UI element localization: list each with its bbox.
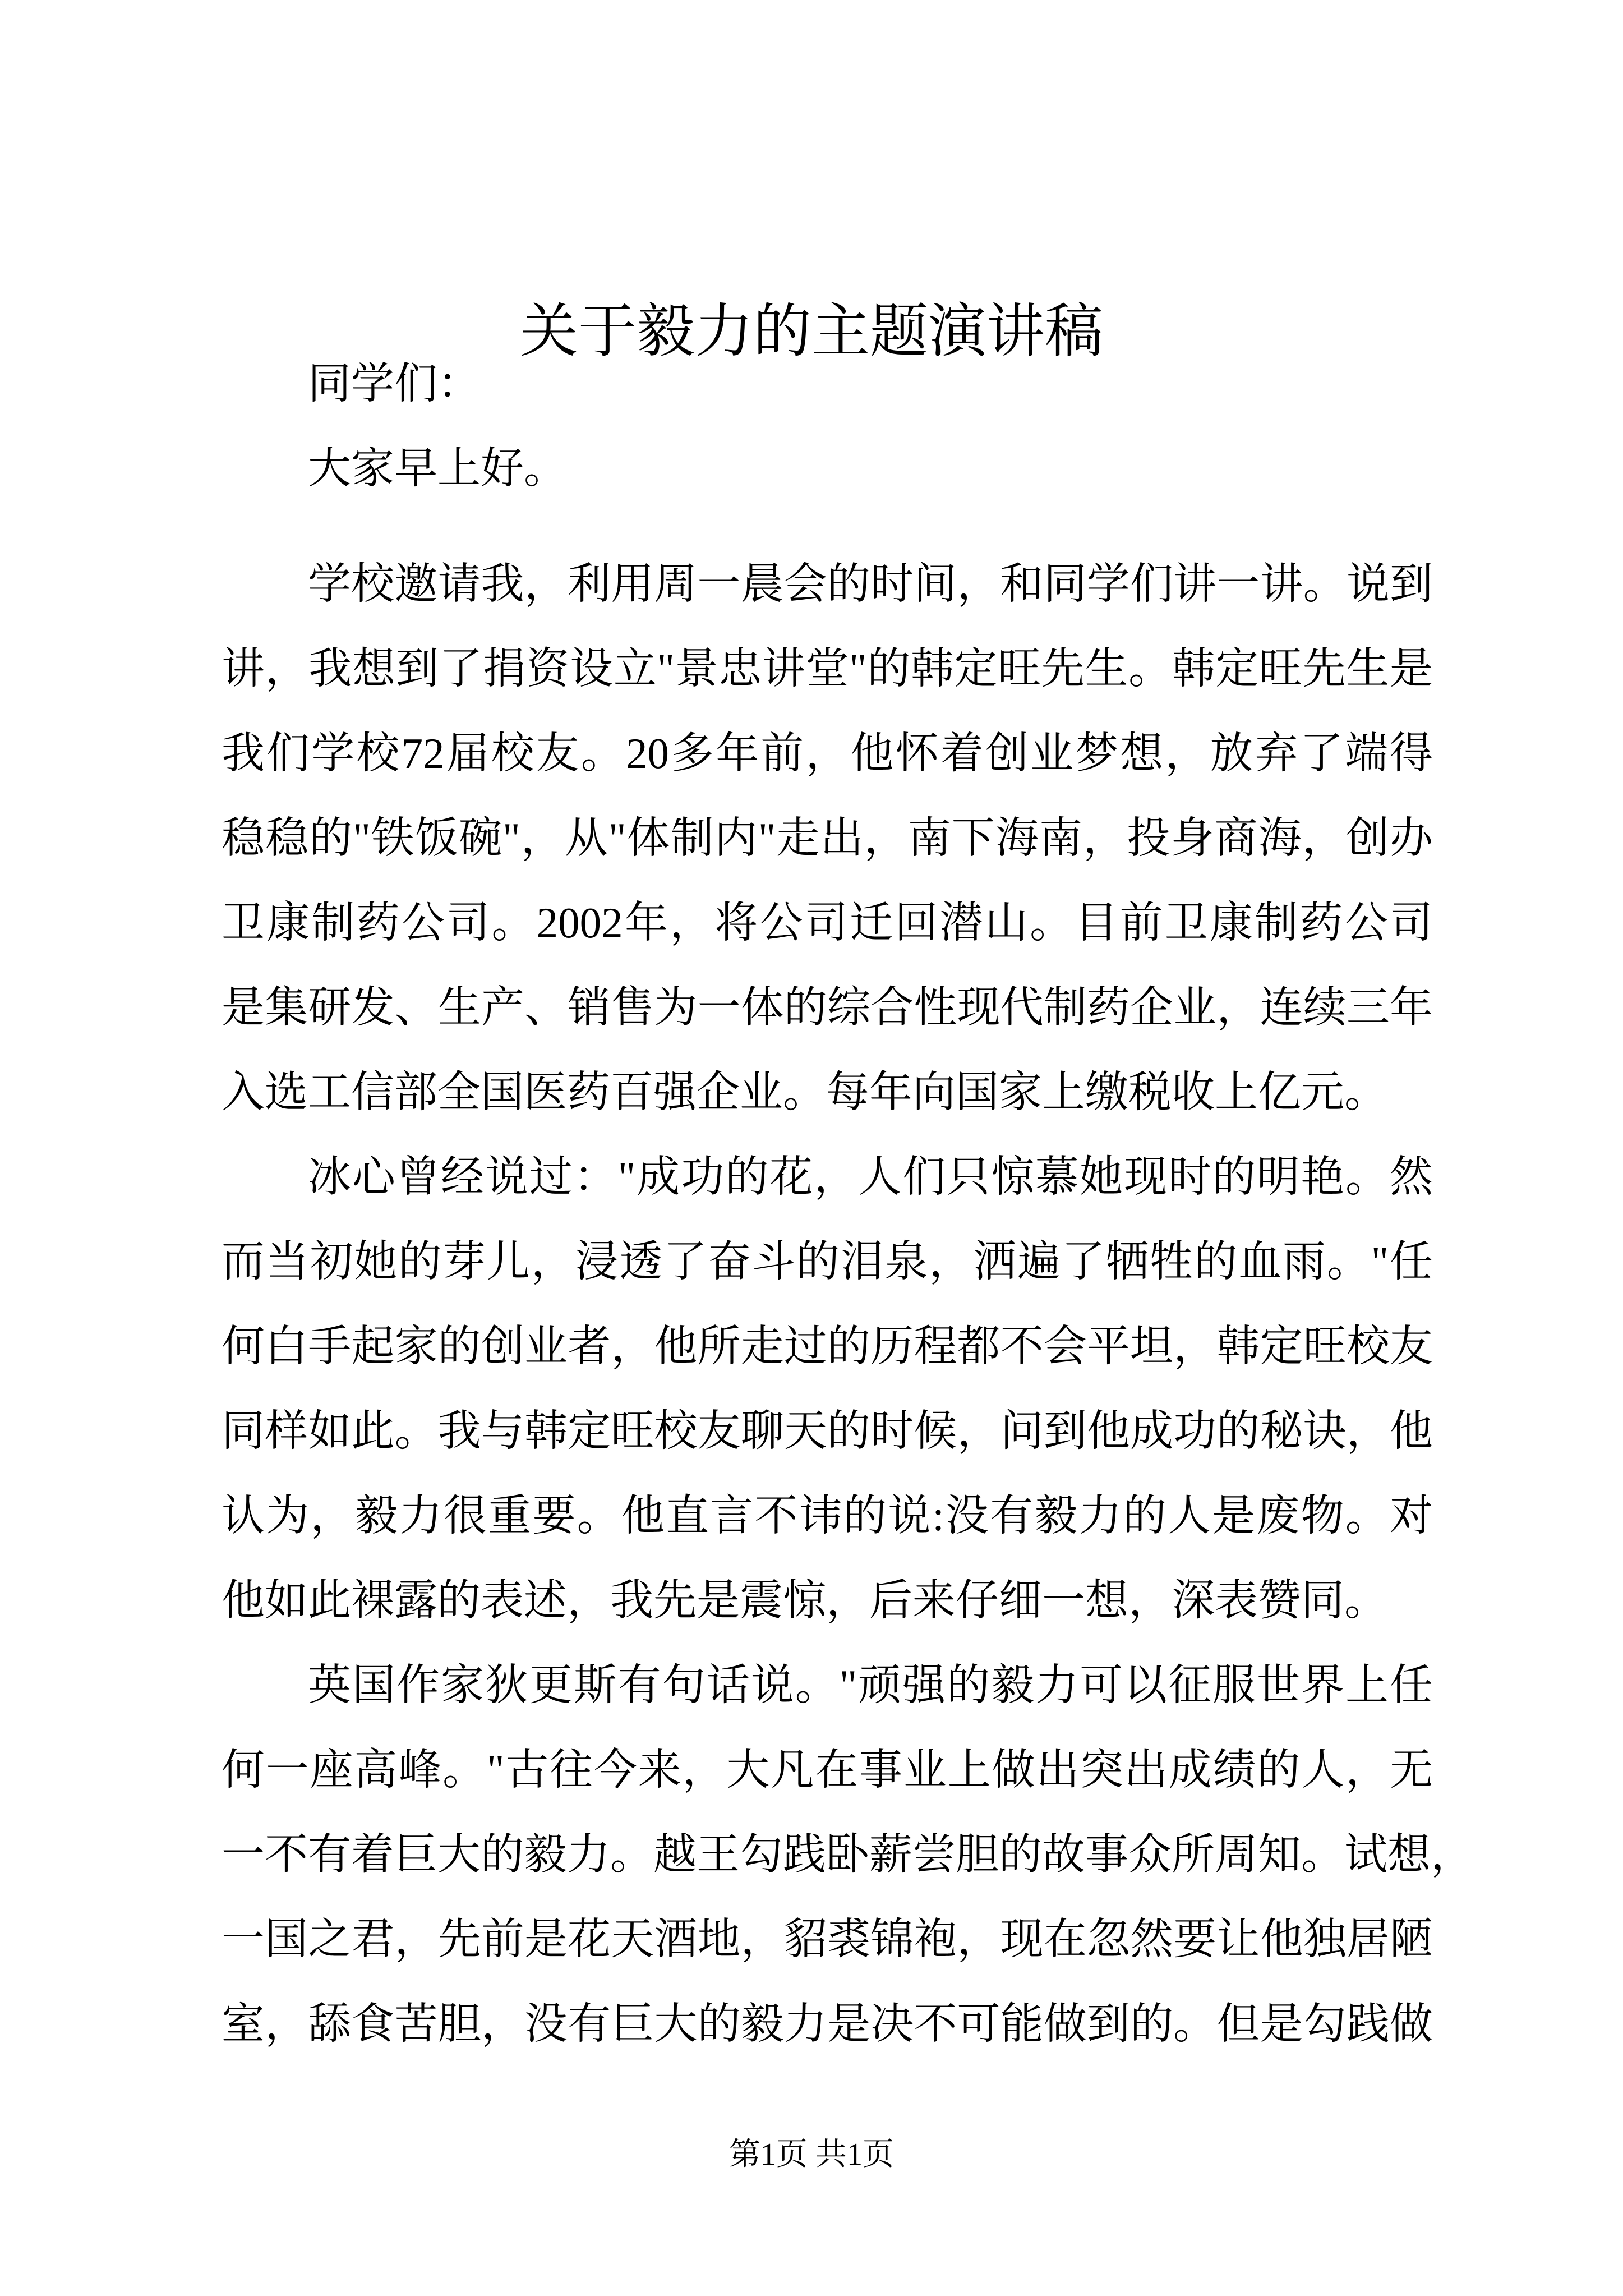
text-line: 卫康制药公司。2002年，将公司迁回潜山。目前卫康制药公司 bbox=[222, 899, 1433, 947]
text-line: 室，舔食苦胆，没有巨大的毅力是决不可能做到的。但是勾践做 bbox=[222, 2000, 1433, 2048]
paragraph bbox=[222, 542, 1433, 1135]
text-line: 学校邀请我，利用周一晨会的时间，和同学们讲一讲。说到 bbox=[308, 560, 1433, 608]
text-line: 何一座高峰。"古往今来，大凡在事业上做出突出成绩的人，无 bbox=[222, 1746, 1433, 1794]
text-line: 一国之君，先前是花天酒地，貂裘锦袍，现在忽然要让他独居陋 bbox=[222, 1915, 1433, 1963]
paragraph bbox=[222, 1643, 1474, 2067]
document-body bbox=[222, 342, 1474, 2067]
text-line: 他如此裸露的表述，我先是震惊，后来仔细一想，深表赞同。 bbox=[222, 1576, 1387, 1625]
text-line: 我们学校72届校友。20多年前，他怀着创业梦想，放弃了端得 bbox=[222, 729, 1433, 777]
page-footer: 第1页 共1页 bbox=[729, 2137, 894, 2172]
text-line: 入选工信部全国医药百强企业。每年向国家上缴税收上亿元。 bbox=[222, 1068, 1387, 1116]
text-line: 同学们： bbox=[308, 360, 481, 408]
document-title: 关于毅力的主题演讲稿 bbox=[519, 300, 1103, 364]
text-line: 何白手起家的创业者，他所走过的历程都不会平坦，韩定旺校友 bbox=[222, 1322, 1433, 1370]
text-line: 是集研发、生产、销售为一体的综合性现代制药企业，连续三年 bbox=[222, 983, 1433, 1032]
text-line: 认为，毅力很重要。他直言不讳的说:没有毅力的人是废物。对 bbox=[222, 1492, 1433, 1540]
text-line: 而当初她的芽儿，浸透了奋斗的泪泉，洒遍了牺牲的血雨。"任 bbox=[222, 1237, 1433, 1286]
text-line: 讲，我想到了捐资设立"景忠讲堂"的韩定旺先生。韩定旺先生是 bbox=[222, 645, 1433, 693]
text-line: 冰心曾经说过："成功的花，人们只惊慕她现时的明艳。然 bbox=[308, 1153, 1433, 1201]
text-line: 一不有着巨大的毅力。越王勾践卧薪尝胆的故事众所周知。试想， bbox=[222, 1830, 1474, 1879]
text-line: 英国作家狄更斯有句话说。"顽强的毅力可以征服世界上任 bbox=[308, 1661, 1433, 1709]
text-line: 稳稳的"铁饭碗"，从"体制内"走出，南下海南，投身商海，创办 bbox=[222, 814, 1433, 862]
text-line: 同样如此。我与韩定旺校友聊天的时候，问到他成功的秘诀，他 bbox=[222, 1407, 1433, 1455]
paragraph bbox=[222, 426, 1433, 511]
text-line: 大家早上好。 bbox=[308, 444, 567, 493]
paragraph bbox=[222, 1135, 1433, 1643]
paragraph bbox=[222, 342, 1433, 426]
